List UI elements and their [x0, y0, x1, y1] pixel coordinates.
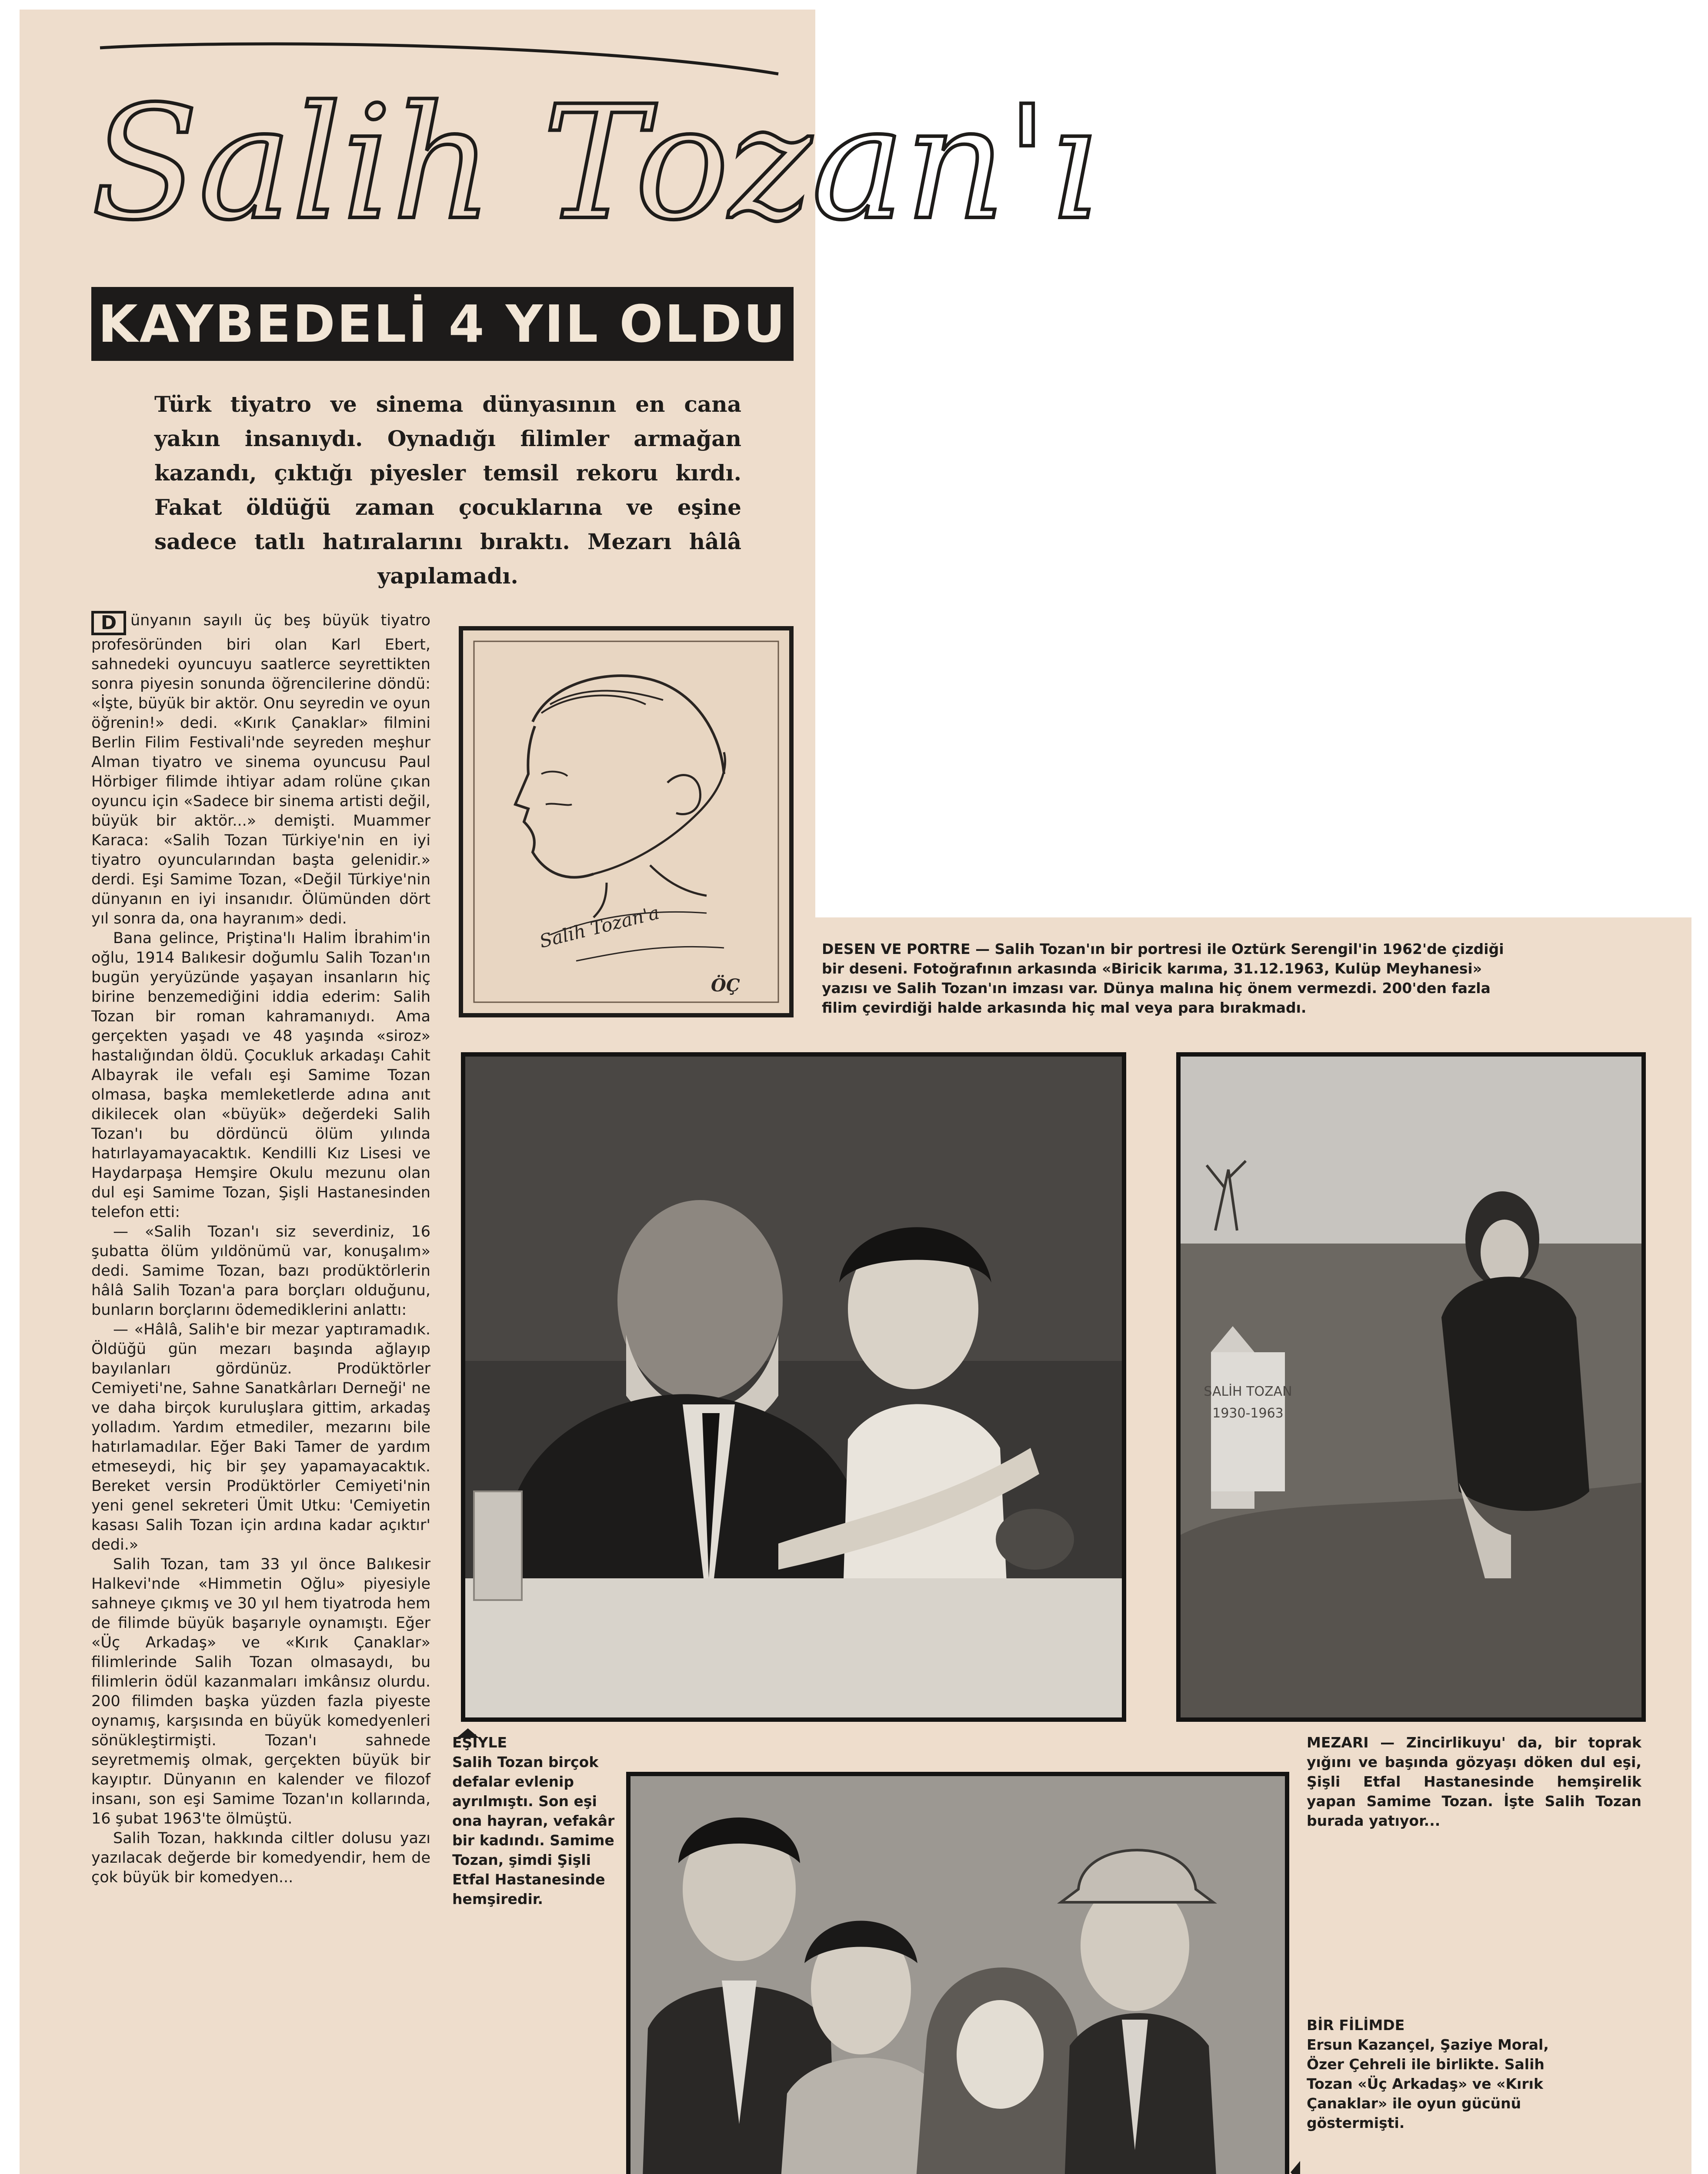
caption-title: DESEN VE PORTRE	[822, 940, 971, 957]
caption-title: MEZARI	[1307, 1734, 1369, 1751]
article-paragraph: Salih Tozan, hakkında ciltler dolusu yazı yazılacak değerde bir komedyendir, hem de çok büyük bir komedyen...	[91, 1830, 430, 1886]
article-paragraph	[91, 611, 430, 929]
caption-film	[1307, 2015, 1576, 2133]
lead-paragraph: Türk tiyatro ve sinema dünyasının en cana yakın insanıydı. Oynadığı filimler armağan kazandı, çıktığı piyesler temsil rekoru kırdı. Fakat öldüğü zaman çocuklarına ve eşine sadece tatlı hatıralarını bıraktı. Mezarı hâlâ yapılamadı.	[154, 391, 741, 589]
arrow-up-icon	[457, 1728, 479, 1738]
article-text: ünyanın sayılı üç beş büyük tiyatro profesöründen biri olan Karl Ebert, sahnedeki oyuncuyu saatlerce seyrettikten sonra piyesin sonunda öğrencilerine döndü: «İşte, büyük bir aktör. Onu seyredin ve oyun öğrenin!» dedi. «Kırık Çanaklar» filmini Berlin Filim Festivali'nde seyreden meşhur Alman tiyatro ve sinema oyuncusu Paul Hörbiger filimde ihtiyar adam rolüne çıkan oyuncu için «Sadece bir sinema artisti değil, büyük bir aktör...» demişti. Muammer Karaca: «Salih Tozan Türkiye'nin en iyi tiyatro oyuncularından başta gelenidir.» derdi. Eşi Samime Tozan, «Değil Türkiye'nin dünyanın en iyi insanıdır. Ölümünden dört yıl sonra da, ona hayranım» dedi.	[91, 612, 430, 927]
caption-text: Salih Tozan birçok defalar evlenip ayrılmıştı. Son eşi ona hayran, vefakâr bir kadındı. Samime Tozan, şimdi Şişli Etfal Hastanesinde hemşiredir.	[452, 1754, 615, 1907]
caption-esiyle	[452, 1733, 617, 1909]
sketch-initials: ÖÇ	[711, 975, 740, 996]
grave-stone-years: 1930-1963	[1212, 1406, 1284, 1421]
caption-desen	[822, 939, 1526, 1017]
caption-text: — Salih Tozan'ın bir portresi ile Oztürk Serengil'in 1962'de çizdiği bir deseni. Fotoğrafının arkasında «Biricik karıma, 31.12.1963, Kulüp Meyhanesi» yazısı ve Salih Tozan'ın imzası var. Dünya malına hiç önem vermezdi. 200'den fazla filim çevirdiği halde arkasında hiç mal veya para bırakmadı.	[822, 940, 1504, 1016]
article-paragraph: Salih Tozan, tam 33 yıl önce Balıkesir Halkevi'nde «Himmetin Oğlu» piyesiyle sahneye çıkmış ve 30 yıl hem tiyatroda hem de filimde büyük başarıyle oynamıştı. Eğer «Üç Arkadaş» ve «Kırık Çanaklar» filimlerinde Salih Tozan olmasaydı, bu filimlerin ödül kazanmaları imkânsız olurdu. 200 filimden başka yüzden fazla piyeste oynamış, karşısında en büyük komedyenleri sönükleştirmişti. Tozan'ı sahnede seyretmemiş olmak, gerçekten büyük bir kayıptır. Dünyanın en kalender ve filozof insanı, son eşi Samime Tozan'ın kollarında, 16 şubat 1963'te ölmüştü.	[91, 1556, 430, 1827]
article-paragraph: Bana gelince, Priştina'lı Halim İbrahim'in oğlu, 1914 Balıkesir doğumlu Salih Tozan'ın bugün yeryüzünde yaşayan insanların hiç birine benzemediğini iddia ederim: Salih Tozan bir roman kahramanıydı. Ama gerçekten yaşadı ve 48 yaşında «siroz» hastalığından öldü. Çocukluk arkadaşı Cahit Albayrak ile vefalı eşi Samime Tozan olmasa, başka memleketlerde adına anıt dikilecek olan «büyük» değerdeki Salih Tozan'ı bu dördüncü ölüm yılında hatırlayamayacaktık. Kendilli Kız Lisesi ve Haydarpaşa Hemşire Okulu mezunu olan dul eşi Samime Tozan, Şişli Hastanesinden telefon etti:	[91, 930, 430, 1221]
article-paragraph: — «Hâlâ, Salih'e bir mezar yaptıramadık. Öldüğü gün mezarı başında ağlayıp bayılanları gördünüz. Prodüktörler Cemiyeti'ne, Sahne Sanatkârları Derneği' ne ve daha birçok kuruluşlara gittim, arkadaş yolladım. Yardım etmediler, mezarını bile hatırlamadılar. Eğer Baki Tamer de yardım etmeseydi, hiç bir şey yapamayacaktık. Bereket versin Prodüktörler Cemiyeti'nin yeni genel sekreteri Ümit Utku: 'Cemiyetin kasası Salih Tozan için ardına kadar açıktır' dedi.»	[91, 1321, 430, 1554]
grave-stone-name: SALİH TOZAN	[1204, 1384, 1292, 1399]
arrow-left-icon	[1291, 2161, 1300, 2174]
svg-text:Salih Tozan'ı: Salih Tozan'ı	[91, 72, 1099, 254]
article-body	[91, 611, 430, 1887]
headline-banner-text: KAYBEDELİ 4 YIL OLDU	[98, 294, 787, 354]
photo-grave	[1176, 1052, 1646, 1722]
drop-cap: D	[91, 611, 126, 635]
sketch-signature: Salih Tozan'a	[537, 901, 661, 952]
photo-film-scene	[626, 1772, 1289, 2174]
caption-title: EŞİYLE	[452, 1734, 507, 1751]
caption-title: BİR FİLİMDE	[1307, 2017, 1405, 2034]
caption-text: Ersun Kazançel, Şaziye Moral, Özer Çehreli ile birlikte. Salih Tozan «Üç Arkadaş» ve «Kırık Çanaklar» ile oyun gücünü göstermişti.	[1307, 2036, 1549, 2131]
caption-text: — Zincirlikuyu' da, bir toprak yığını ve başında gözyaşı döken dul eşi, Şişli Etfal Hastanesinde hemşirelik yapan Samime Tozan. İşte Salih Tozan burada yatıyor...	[1307, 1734, 1641, 1829]
script-title	[74, 43, 1099, 270]
article-paragraph: — «Salih Tozan'ı siz severdiniz, 16 şubatta ölüm yıldönümü var, konuşalım» dedi. Samime Tozan, bazı prodüktörlerin hâlâ Salih Tozan'a para borçları olduğunu, bunların borçlarını ödemediklerini anlattı:	[91, 1223, 430, 1319]
photo-couple	[461, 1052, 1126, 1722]
headline-banner	[91, 287, 794, 361]
portrait-sketch	[459, 626, 794, 1017]
caption-mezari	[1307, 1733, 1641, 1831]
